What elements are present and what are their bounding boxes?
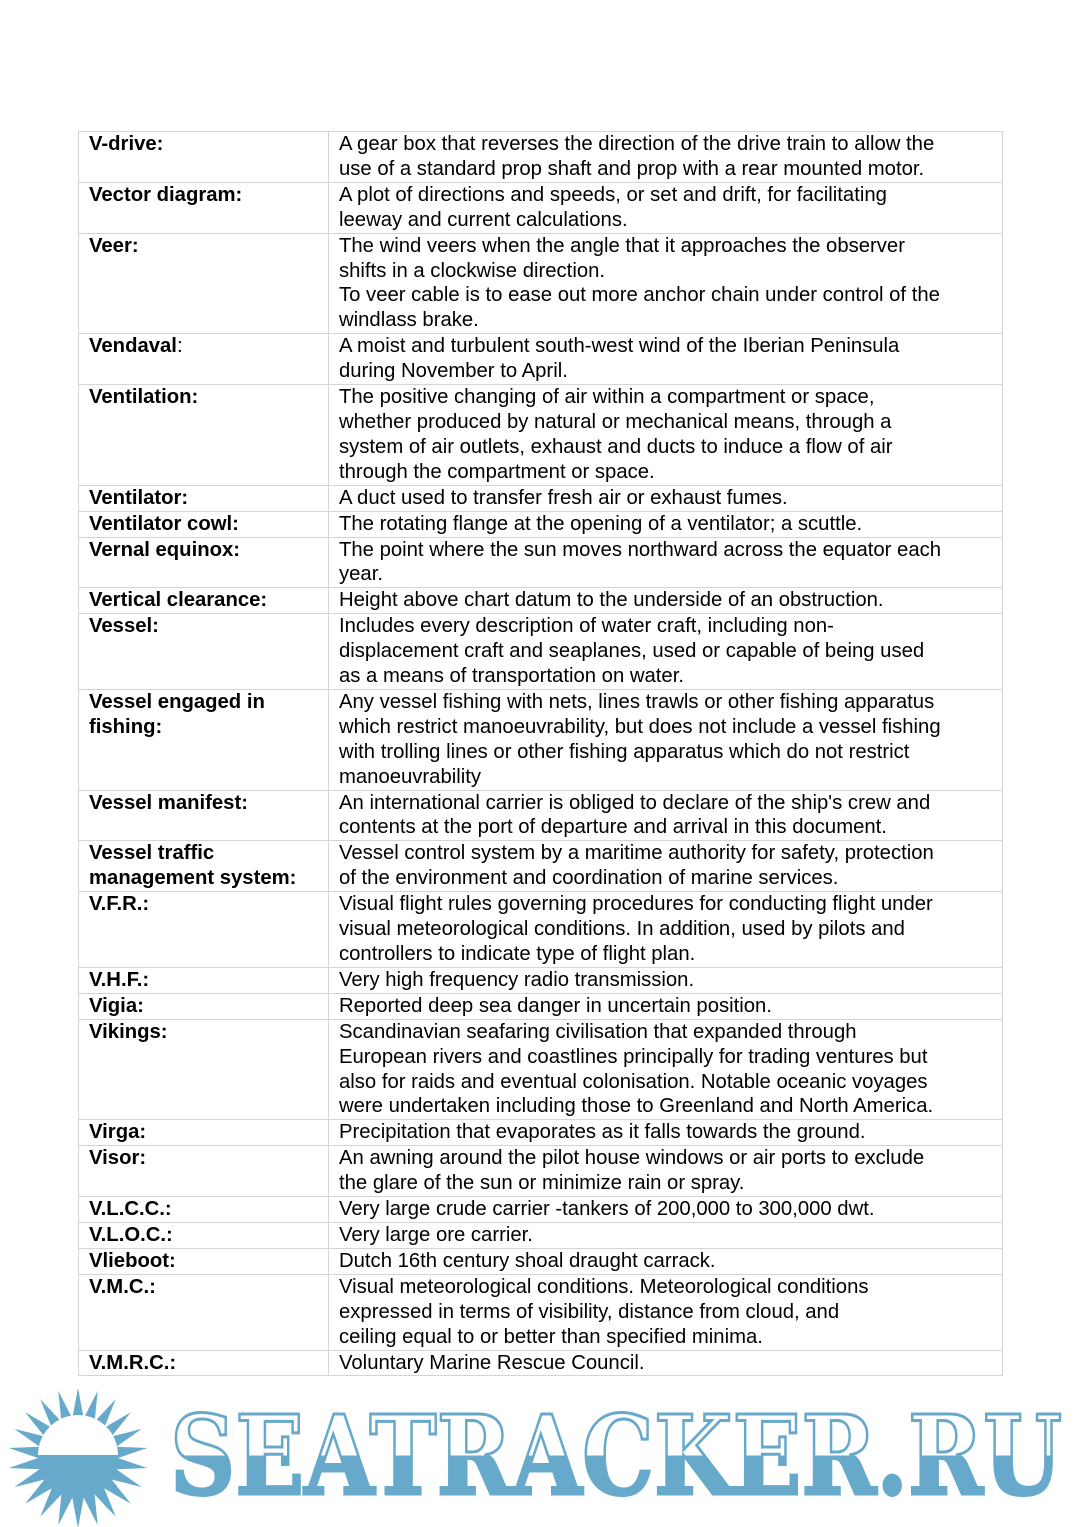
term-text: Vertical clearance: <box>89 589 268 612</box>
term <box>79 537 329 588</box>
term-text: Vessel: <box>89 615 159 638</box>
term <box>79 892 329 968</box>
glossary-row <box>79 511 1003 537</box>
term <box>79 1146 329 1197</box>
glossary-row <box>79 967 1003 993</box>
term <box>79 511 329 537</box>
term-suffix: : <box>176 335 183 358</box>
definition: Visual meteorological conditions. Meteorological conditions expressed in terms of visibility, distance from cloud, and ceiling equal to or better than specified minima. <box>329 1274 1003 1350</box>
definition: Reported deep sea danger in uncertain position. <box>329 993 1003 1019</box>
term-text: Ventilator cowl: <box>89 512 239 535</box>
term-text: V-drive: <box>89 133 164 155</box>
term-text: V.M.C.: <box>89 1275 156 1298</box>
definition: The point where the sun moves northward across the equator each year. <box>329 537 1003 588</box>
term-text: Vigia: <box>89 994 144 1017</box>
term <box>79 1350 329 1376</box>
definition: Includes every description of water craft, including non- displacement craft and seaplanes, used or capable of being used as a means of transportation on water. <box>329 614 1003 690</box>
term <box>79 485 329 511</box>
glossary-row <box>79 233 1003 334</box>
glossary-row <box>79 1197 1003 1223</box>
glossary-row <box>79 385 1003 486</box>
glossary-row <box>79 841 1003 892</box>
glossary-row <box>79 588 1003 614</box>
term-text: V.M.R.C.: <box>89 1351 177 1374</box>
term <box>79 588 329 614</box>
glossary-row <box>79 182 1003 233</box>
glossary-row <box>79 1350 1003 1376</box>
term <box>79 1274 329 1350</box>
definition: An awning around the pilot house windows or air ports to exclude the glare of the sun or minimize rain or spray. <box>329 1146 1003 1197</box>
definition: Very large crude carrier -tankers of 200,000 to 300,000 dwt. <box>329 1197 1003 1223</box>
glossary-row <box>79 614 1003 690</box>
term-text: Vendaval <box>89 335 177 358</box>
term <box>79 334 329 385</box>
glossary-row <box>79 132 1003 183</box>
term-text: Vessel engaged in fishing: <box>89 690 265 738</box>
definition: Visual flight rules governing procedures for conducting flight under visual meteorological conditions. In addition, used by pilots and controllers to indicate type of flight plan. <box>329 892 1003 968</box>
glossary-row <box>79 537 1003 588</box>
term <box>79 385 329 486</box>
term <box>79 993 329 1019</box>
definition: Precipitation that evaporates as it falls towards the ground. <box>329 1120 1003 1146</box>
term <box>79 1120 329 1146</box>
definition: A gear box that reverses the direction of the drive train to allow the use of a standard prop shaft and prop with a rear mounted motor. <box>329 132 1003 183</box>
glossary-table <box>78 131 1003 1376</box>
glossary-row <box>79 485 1003 511</box>
definition: Dutch 16th century shoal draught carrack. <box>329 1248 1003 1274</box>
term <box>79 132 329 183</box>
glossary-row <box>79 1222 1003 1248</box>
glossary-row <box>79 1146 1003 1197</box>
term <box>79 614 329 690</box>
definition: Height above chart datum to the underside of an obstruction. <box>329 588 1003 614</box>
term-text: Vikings: <box>89 1020 168 1043</box>
glossary-row <box>79 334 1003 385</box>
term-text: V.H.F.: <box>89 968 150 991</box>
term <box>79 1197 329 1223</box>
definition: Very high frequency radio transmission. <box>329 967 1003 993</box>
definition: A moist and turbulent south-west wind of the Iberian Peninsula during November to April. <box>329 334 1003 385</box>
definition: Voluntary Marine Rescue Council. <box>329 1350 1003 1376</box>
term-text: V.F.R.: <box>89 893 150 916</box>
definition: An international carrier is obliged to declare of the ship's crew and contents at the port of departure and arrival in this document. <box>329 790 1003 841</box>
glossary-row <box>79 993 1003 1019</box>
definition: Very large ore carrier. <box>329 1222 1003 1248</box>
definition: A duct used to transfer fresh air or exhaust fumes. <box>329 485 1003 511</box>
definition: Vessel control system by a maritime authority for safety, protection of the environment and coordination of marine services. <box>329 841 1003 892</box>
term-text: Ventilation: <box>89 386 199 409</box>
definition: The rotating flange at the opening of a ventilator; a scuttle. <box>329 511 1003 537</box>
term <box>79 1019 329 1120</box>
term <box>79 790 329 841</box>
definition: The wind veers when the angle that it approaches the observer shifts in a clockwise direction. To veer cable is to ease out more anchor chain under control of the windlass brake. <box>329 233 1003 334</box>
logo-text: SEATRACKER.RU <box>170 1391 1062 1520</box>
definition: A plot of directions and speeds, or set and drift, for facilitating leeway and current calculations. <box>329 182 1003 233</box>
term-text: Virga: <box>89 1121 147 1144</box>
sun-rays <box>9 1388 148 1527</box>
glossary-row <box>79 790 1003 841</box>
term-text: Vlieboot: <box>89 1249 176 1272</box>
term <box>79 967 329 993</box>
term-text: Veer: <box>89 234 139 257</box>
glossary-row <box>79 1120 1003 1146</box>
term-text: V.L.O.C.: <box>89 1223 173 1246</box>
glossary-row <box>79 1019 1003 1120</box>
term <box>79 182 329 233</box>
definition: Scandinavian seafaring civilisation that expanded through European rivers and coastlines principally for trading ventures but also for raids and eventual colonisation. Notable oceanic voyages were undertaken including those to Greenland and North America. <box>329 1019 1003 1120</box>
glossary-row <box>79 1274 1003 1350</box>
glossary-row <box>79 689 1003 790</box>
term <box>79 1248 329 1274</box>
term-text: V.L.C.C.: <box>89 1198 172 1221</box>
term-text: Vector diagram: <box>89 183 243 206</box>
definition: Any vessel fishing with nets, lines trawls or other fishing apparatus which restrict manoeuvrability, but does not include a vessel fishing with trolling lines or other fishing apparatus which do not restrict manoeuvrability <box>329 689 1003 790</box>
term-text: Vessel traffic management system: <box>89 842 297 890</box>
term <box>79 233 329 334</box>
term <box>79 841 329 892</box>
term <box>79 1222 329 1248</box>
term <box>79 689 329 790</box>
term-text: Visor: <box>89 1147 147 1170</box>
term-text: Vessel manifest: <box>89 791 248 814</box>
term-text: Ventilator: <box>89 486 189 509</box>
glossary-row <box>79 1248 1003 1274</box>
seatracker-logo <box>0 1386 1080 1527</box>
glossary-row <box>79 892 1003 968</box>
sun-icon <box>9 1388 148 1527</box>
term-text: Vernal equinox: <box>89 538 241 561</box>
definition: The positive changing of air within a compartment or space, whether produced by natural or mechanical means, through a system of air outlets, exhaust and ducts to induce a flow of air through the compartment or space. <box>329 385 1003 486</box>
